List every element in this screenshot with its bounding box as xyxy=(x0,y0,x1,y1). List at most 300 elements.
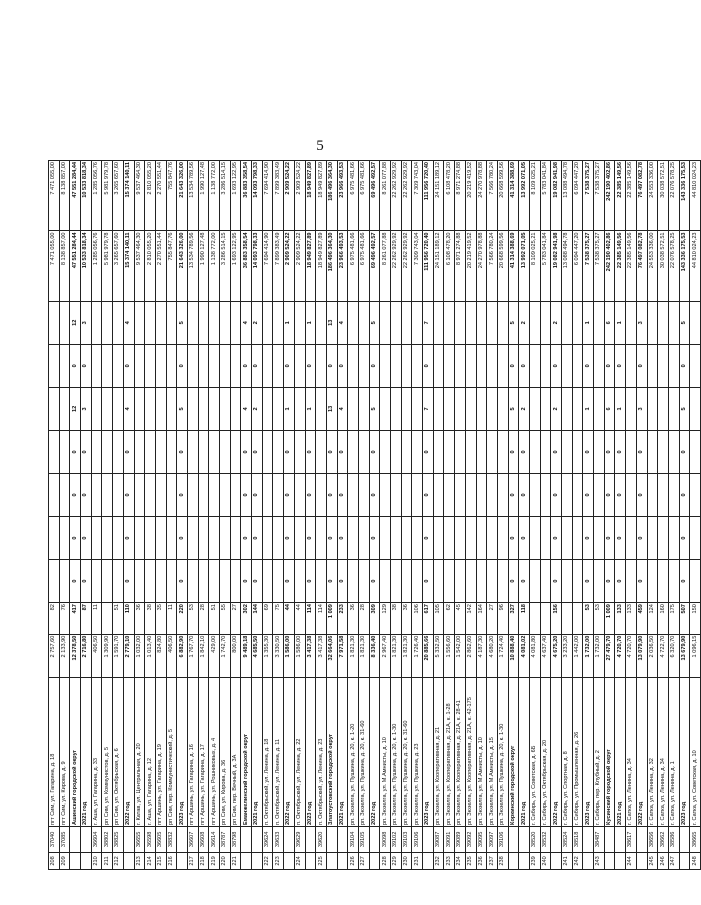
cell-col-k5 xyxy=(594,387,605,430)
cell-address: Еманжелинский городской округ xyxy=(241,677,252,826)
cell-residents: 118 xyxy=(519,603,530,635)
cell-object-id: 39103 xyxy=(401,826,412,852)
cell-col-k5 xyxy=(294,387,305,430)
cell-col-k7 xyxy=(145,301,156,344)
cell-financing: 7 309 743,04 xyxy=(412,161,423,231)
cell-area: 9 489,18 xyxy=(241,634,252,677)
cell-object-id: 36655 xyxy=(134,826,145,852)
cell-row-number: 236 xyxy=(476,852,487,869)
table-row xyxy=(209,161,220,870)
cell-residents xyxy=(562,603,573,635)
cell-row-number xyxy=(636,852,647,869)
cell-col-k3 xyxy=(444,473,455,516)
cell-col-k7 xyxy=(412,301,423,344)
cell-col-k5: 1 xyxy=(284,387,295,430)
cell-address: 2023 год xyxy=(583,677,594,826)
cell-total-cost: 7 566 780,24 xyxy=(487,231,498,301)
cell-row-number xyxy=(326,852,337,869)
cell-object-id xyxy=(423,826,434,852)
cell-col-k6 xyxy=(487,344,498,387)
cell-address: рп. Зюзелга, ул. Кооперативная, д. 21А, к. 28-41 xyxy=(455,677,466,826)
cell-row-number: 224 xyxy=(294,852,305,869)
cell-col-k5 xyxy=(433,387,444,430)
cell-col-k3: 0 xyxy=(252,473,263,516)
cell-residents: 302 xyxy=(241,603,252,635)
table-row xyxy=(690,161,701,870)
cell-col-k4: 0 xyxy=(241,430,252,473)
cell-area: 1 767,70 xyxy=(187,634,198,677)
cell-col-k1 xyxy=(145,560,156,603)
cell-col-k6 xyxy=(476,344,487,387)
cell-col-k7 xyxy=(433,301,444,344)
table-row xyxy=(497,161,508,870)
cell-area: 20 885,66 xyxy=(423,634,434,677)
cell-row-number: 226 xyxy=(348,852,359,869)
cell-col-k5 xyxy=(412,387,423,430)
cell-col-k1: 0 xyxy=(551,560,562,603)
cell-col-k7 xyxy=(540,301,551,344)
cell-col-k6 xyxy=(294,344,305,387)
cell-total-cost: 24 151 189,12 xyxy=(433,231,444,301)
cell-col-k2: 0 xyxy=(369,517,380,560)
cell-total-cost: 5 783 041,84 xyxy=(540,231,551,301)
cell-address: Златоустовский городской округ xyxy=(326,677,337,826)
cell-col-k2: 0 xyxy=(252,517,263,560)
cell-residents: 53 xyxy=(583,603,594,635)
cell-col-k4: 0 xyxy=(369,430,380,473)
cell-col-k7 xyxy=(455,301,466,344)
cell-col-k2: 0 xyxy=(519,517,530,560)
cell-col-k2: 0 xyxy=(679,517,690,560)
cell-row-number: 241 xyxy=(562,852,573,869)
table-row xyxy=(476,161,487,870)
cell-col-k4: 0 xyxy=(252,430,263,473)
cell-col-k7 xyxy=(59,301,70,344)
cell-financing: 15 374 140,11 xyxy=(123,161,134,231)
cell-row-number xyxy=(679,852,690,869)
cell-col-k6: 0 xyxy=(519,344,530,387)
table-subtotal-row xyxy=(369,161,380,870)
cell-col-k4 xyxy=(391,430,402,473)
cell-row-number: 248 xyxy=(690,852,701,869)
cell-area: 3 417,38 xyxy=(316,634,327,677)
cell-col-k5 xyxy=(209,387,220,430)
cell-row-number xyxy=(604,852,615,869)
cell-col-k1: 0 xyxy=(305,560,316,603)
cell-col-k1 xyxy=(102,560,113,603)
cell-col-k6 xyxy=(59,344,70,387)
cell-total-cost: 23 966 493,53 xyxy=(337,231,348,301)
table-subtotal-row xyxy=(70,161,81,870)
cell-col-k5 xyxy=(273,387,284,430)
cell-financing: 22 262 929,92 xyxy=(401,161,412,231)
cell-address: 2021 год xyxy=(337,677,348,826)
cell-total-cost: 20 668 599,56 xyxy=(497,231,508,301)
cell-total-cost: 111 956 720,40 xyxy=(423,231,434,301)
cell-financing: 24 270 978,88 xyxy=(476,161,487,231)
cell-row-number: 232 xyxy=(433,852,444,869)
cell-col-k7: 2 xyxy=(519,301,530,344)
cell-object-id: 36605 xyxy=(155,826,166,852)
cell-col-k1: 0 xyxy=(369,560,380,603)
cell-col-k1 xyxy=(220,560,231,603)
cell-col-k3: 0 xyxy=(305,473,316,516)
cell-col-k1: 0 xyxy=(70,560,81,603)
cell-residents: 133 xyxy=(615,603,626,635)
cell-col-k6 xyxy=(626,344,637,387)
cell-col-k4 xyxy=(102,430,113,473)
table-subtotal-row xyxy=(305,161,316,870)
cell-financing: 8 109 025,21 xyxy=(529,161,540,231)
cell-col-k4 xyxy=(647,430,658,473)
cell-object-id: 38802 xyxy=(102,826,113,852)
cell-col-k4: 0 xyxy=(583,430,594,473)
cell-col-k5 xyxy=(455,387,466,430)
cell-col-k4 xyxy=(273,430,284,473)
cell-col-k7: 12 xyxy=(70,301,81,344)
cell-col-k2: 0 xyxy=(123,517,134,560)
cell-residents: 160 xyxy=(658,603,669,635)
cell-col-k5 xyxy=(476,387,487,430)
cell-area: 2 862,60 xyxy=(465,634,476,677)
cell-row-number: 220 xyxy=(220,852,231,869)
cell-total-cost: 6 975 481,66 xyxy=(348,231,359,301)
cell-col-k2 xyxy=(401,517,412,560)
cell-address: пгт Аршинь, ул. Рошниковых, д. 4 xyxy=(209,677,220,826)
cell-col-k7 xyxy=(230,301,241,344)
cell-col-k3: 0 xyxy=(423,473,434,516)
cell-area: 4 081,02 xyxy=(519,634,530,677)
cell-financing: 242 190 402,86 xyxy=(604,161,615,231)
cell-residents xyxy=(540,603,551,635)
cell-col-k1 xyxy=(476,560,487,603)
cell-col-k7 xyxy=(348,301,359,344)
cell-col-k7: 4 xyxy=(337,301,348,344)
cell-object-id: 38787 xyxy=(220,826,231,852)
cell-col-k4 xyxy=(198,430,209,473)
cell-col-k1: 0 xyxy=(241,560,252,603)
cell-col-k1 xyxy=(433,560,444,603)
cell-residents: 156 xyxy=(551,603,562,635)
cell-row-number: 209 xyxy=(59,852,70,869)
cell-area: 1 586,00 xyxy=(284,634,295,677)
cell-residents: 76 xyxy=(59,603,70,635)
table-row xyxy=(348,161,359,870)
cell-object-id: 39092 xyxy=(465,826,476,852)
cell-col-k1 xyxy=(412,560,423,603)
cell-col-k4 xyxy=(348,430,359,473)
cell-object-id: 39089 xyxy=(455,826,466,852)
cell-residents: 96 xyxy=(497,603,508,635)
cell-area: 4 187,30 xyxy=(476,634,487,677)
cell-col-k1 xyxy=(444,560,455,603)
cell-col-k6 xyxy=(562,344,573,387)
cell-col-k2: 0 xyxy=(305,517,316,560)
cell-total-cost: 22 385 149,56 xyxy=(615,231,626,301)
cell-row-number: 245 xyxy=(647,852,658,869)
cell-col-k5 xyxy=(262,387,273,430)
cell-col-k3 xyxy=(647,473,658,516)
cell-col-k6 xyxy=(658,344,669,387)
cell-col-k2 xyxy=(91,517,102,560)
cell-col-k2 xyxy=(562,517,573,560)
cell-financing: 14 093 798,33 xyxy=(252,161,263,231)
cell-financing: 36 883 358,54 xyxy=(241,161,252,231)
cell-object-id xyxy=(284,826,295,852)
cell-col-k5 xyxy=(166,387,177,430)
cell-col-k3 xyxy=(134,473,145,516)
cell-col-k5 xyxy=(59,387,70,430)
cell-col-k7 xyxy=(594,301,605,344)
table-subtotal-row xyxy=(81,161,92,870)
cell-col-k5 xyxy=(102,387,113,430)
cell-address: рп Сим, пер. Коммунистический, д. 5 xyxy=(166,677,177,826)
cell-col-k7 xyxy=(380,301,391,344)
cell-col-k2: 0 xyxy=(583,517,594,560)
cell-financing: 186 496 364,30 xyxy=(326,161,337,231)
cell-col-k7 xyxy=(658,301,669,344)
cell-col-k1: 0 xyxy=(508,560,519,603)
table-row xyxy=(220,161,231,870)
cell-col-k2: 0 xyxy=(615,517,626,560)
cell-address: пгт Аршинь, ул. Гагарина, д. 17 xyxy=(198,677,209,826)
cell-col-k2: 0 xyxy=(604,517,615,560)
cell-address: 2021 год xyxy=(252,677,263,826)
cell-financing: 8 138 857,00 xyxy=(59,161,70,231)
cell-col-k3 xyxy=(348,473,359,516)
cell-row-number: 211 xyxy=(102,852,113,869)
cell-financing: 24 151 189,12 xyxy=(433,161,444,231)
cell-col-k7 xyxy=(91,301,102,344)
cell-col-k4 xyxy=(401,430,412,473)
cell-residents: 38 xyxy=(145,603,156,635)
cell-col-k1 xyxy=(358,560,369,603)
cell-object-id: 38617 xyxy=(626,826,637,852)
cell-col-k4: 0 xyxy=(326,430,337,473)
cell-financing: 10 533 818,34 xyxy=(81,161,92,231)
cell-col-k4: 0 xyxy=(423,430,434,473)
cell-col-k5 xyxy=(91,387,102,430)
cell-col-k2 xyxy=(412,517,423,560)
cell-col-k1 xyxy=(455,560,466,603)
cell-col-k1 xyxy=(273,560,284,603)
cell-col-k1 xyxy=(348,560,359,603)
cell-col-k5: 5 xyxy=(679,387,690,430)
cell-col-k6: 0 xyxy=(252,344,263,387)
table-row xyxy=(412,161,423,870)
cell-area: 4 722,70 xyxy=(658,634,669,677)
cell-col-k2: 0 xyxy=(177,517,188,560)
cell-col-k5: 3 xyxy=(81,387,92,430)
cell-object-id: 39097 xyxy=(487,826,498,852)
cell-col-k5 xyxy=(626,387,637,430)
cell-col-k3 xyxy=(540,473,551,516)
cell-row-number: 239 xyxy=(529,852,540,869)
cell-col-k3: 0 xyxy=(123,473,134,516)
cell-address: 2022 год xyxy=(369,677,380,826)
cell-row-number xyxy=(508,852,519,869)
cell-col-k6 xyxy=(262,344,273,387)
table-subtotal-row xyxy=(123,161,134,870)
cell-col-k2 xyxy=(155,517,166,560)
cell-total-cost: 76 497 082,78 xyxy=(636,231,647,301)
cell-residents: 44 xyxy=(294,603,305,635)
cell-row-number xyxy=(423,852,434,869)
cell-col-k4 xyxy=(380,430,391,473)
cell-col-k3 xyxy=(487,473,498,516)
cell-col-k3: 0 xyxy=(636,473,647,516)
cell-area: 5 332,50 xyxy=(433,634,444,677)
cell-col-k7 xyxy=(401,301,412,344)
table-subtotal-row xyxy=(636,161,647,870)
cell-col-k2 xyxy=(145,517,156,560)
cell-total-cost: 3 265 657,60 xyxy=(113,231,124,301)
cell-financing: 8 261 077,88 xyxy=(380,161,391,231)
cell-col-k1: 0 xyxy=(604,560,615,603)
cell-address: пгт Аршинь, ул. Гагарина, д. 16 xyxy=(187,677,198,826)
cell-col-k6 xyxy=(166,344,177,387)
cell-address: г. Сибирь, ул. Промышленная, д. 26 xyxy=(572,677,583,826)
cell-col-k2: 0 xyxy=(326,517,337,560)
cell-financing: 22 385 149,56 xyxy=(626,161,637,231)
cell-row-number xyxy=(70,852,81,869)
cell-col-k7 xyxy=(209,301,220,344)
cell-area: 27 479,70 xyxy=(604,634,615,677)
cell-col-k7: 5 xyxy=(508,301,519,344)
cell-col-k2: 0 xyxy=(81,517,92,560)
cell-col-k5 xyxy=(155,387,166,430)
cell-col-k7 xyxy=(198,301,209,344)
cell-area: 1 032,00 xyxy=(134,634,145,677)
cell-col-k3: 0 xyxy=(551,473,562,516)
table-row xyxy=(647,161,658,870)
cell-residents: 233 xyxy=(337,603,348,635)
cell-total-cost: 69 496 492,57 xyxy=(369,231,380,301)
cell-financing: 30 038 572,51 xyxy=(658,161,669,231)
cell-residents: 175 xyxy=(668,603,679,635)
cell-col-k2 xyxy=(690,517,701,560)
cell-col-k6 xyxy=(380,344,391,387)
table-row xyxy=(316,161,327,870)
cell-col-k3: 0 xyxy=(615,473,626,516)
cell-col-k1 xyxy=(262,560,273,603)
cell-col-k4 xyxy=(220,430,231,473)
cell-col-k5: 2 xyxy=(252,387,263,430)
cell-col-k4 xyxy=(49,430,60,473)
cell-residents: 507 xyxy=(679,603,690,635)
cell-row-number: 230 xyxy=(401,852,412,869)
cell-row-number: 233 xyxy=(444,852,455,869)
cell-financing: 1 693 122,95 xyxy=(230,161,241,231)
cell-col-k1 xyxy=(647,560,658,603)
cell-total-cost: 13 088 494,78 xyxy=(562,231,573,301)
cell-object-id: 37085 xyxy=(59,826,70,852)
cell-col-k4: 0 xyxy=(615,430,626,473)
cell-area: 1 732,00 xyxy=(583,634,594,677)
cell-financing: 7 538 375,27 xyxy=(594,161,605,231)
cell-residents: 164 xyxy=(476,603,487,635)
cell-col-k2 xyxy=(198,517,209,560)
cell-col-k3: 0 xyxy=(369,473,380,516)
cell-col-k4 xyxy=(134,430,145,473)
cell-object-id: 39106 xyxy=(497,826,508,852)
table-subtotal-row xyxy=(177,161,188,870)
cell-col-k1 xyxy=(529,560,540,603)
cell-area: 800,00 xyxy=(230,634,241,677)
cell-financing: 2 810 055,20 xyxy=(145,161,156,231)
cell-address: рп. Зюзелга, ул. Пушкина, д. 20, к. 31-60 xyxy=(358,677,369,826)
cell-financing: 6 975 481,66 xyxy=(358,161,369,231)
cell-col-k2 xyxy=(540,517,551,560)
cell-col-k6 xyxy=(433,344,444,387)
cell-col-k6: 0 xyxy=(177,344,188,387)
cell-col-k6 xyxy=(155,344,166,387)
cell-col-k7 xyxy=(497,301,508,344)
cell-col-k3 xyxy=(562,473,573,516)
cell-total-cost: 755 847,76 xyxy=(166,231,177,301)
cell-col-k3 xyxy=(102,473,113,516)
cell-residents: 44 xyxy=(284,603,295,635)
cell-col-k2: 0 xyxy=(241,517,252,560)
cell-residents: 150 xyxy=(690,603,701,635)
cell-total-cost: 1 138 772,00 xyxy=(209,231,220,301)
cell-col-k7 xyxy=(220,301,231,344)
cell-row-number xyxy=(583,852,594,869)
cell-col-k1 xyxy=(198,560,209,603)
cell-col-k7 xyxy=(102,301,113,344)
cell-area: 4 081,80 xyxy=(529,634,540,677)
cell-total-cost: 7 471 055,00 xyxy=(49,231,60,301)
cell-col-k4: 0 xyxy=(604,430,615,473)
cell-col-k4: 0 xyxy=(337,430,348,473)
cell-col-k6: 0 xyxy=(679,344,690,387)
cell-col-k1 xyxy=(401,560,412,603)
table-row xyxy=(166,161,177,870)
cell-col-k4: 0 xyxy=(123,430,134,473)
cell-object-id xyxy=(604,826,615,852)
cell-address: 2023 год xyxy=(177,677,188,826)
cell-col-k4: 0 xyxy=(551,430,562,473)
cell-col-k5: 5 xyxy=(508,387,519,430)
cell-col-k7 xyxy=(476,301,487,344)
cell-address: рп. Зюзелга, ул. М.Амнисты, д. 15 xyxy=(487,677,498,826)
cell-total-cost: 1 693 122,95 xyxy=(230,231,241,301)
cell-col-k5: 4 xyxy=(241,387,252,430)
cell-row-number xyxy=(241,852,252,869)
cell-col-k4 xyxy=(690,430,701,473)
cell-row-number xyxy=(615,852,626,869)
cell-residents: 69 xyxy=(262,603,273,635)
cell-residents: 129 xyxy=(380,603,391,635)
cell-total-cost: 19 082 941,98 xyxy=(551,231,562,301)
cell-col-k6 xyxy=(134,344,145,387)
cell-col-k6 xyxy=(49,344,60,387)
cell-col-k5: 5 xyxy=(177,387,188,430)
cell-col-k3 xyxy=(49,473,60,516)
cell-col-k3 xyxy=(294,473,305,516)
cell-address: рп. Зюзелга, ул. Пушкина, д. 20, к. 1-30 xyxy=(391,677,402,826)
cell-area: 1 591,70 xyxy=(113,634,124,677)
cell-col-k6 xyxy=(594,344,605,387)
cell-address: 2022 год xyxy=(284,677,295,826)
cell-col-k7: 5 xyxy=(177,301,188,344)
cell-object-id: 38518 xyxy=(572,826,583,852)
cell-financing: 6 975 481,66 xyxy=(348,161,359,231)
cell-object-id: 38798 xyxy=(230,826,241,852)
cell-object-id xyxy=(583,826,594,852)
cell-col-k4 xyxy=(412,430,423,473)
table-row xyxy=(433,161,444,870)
